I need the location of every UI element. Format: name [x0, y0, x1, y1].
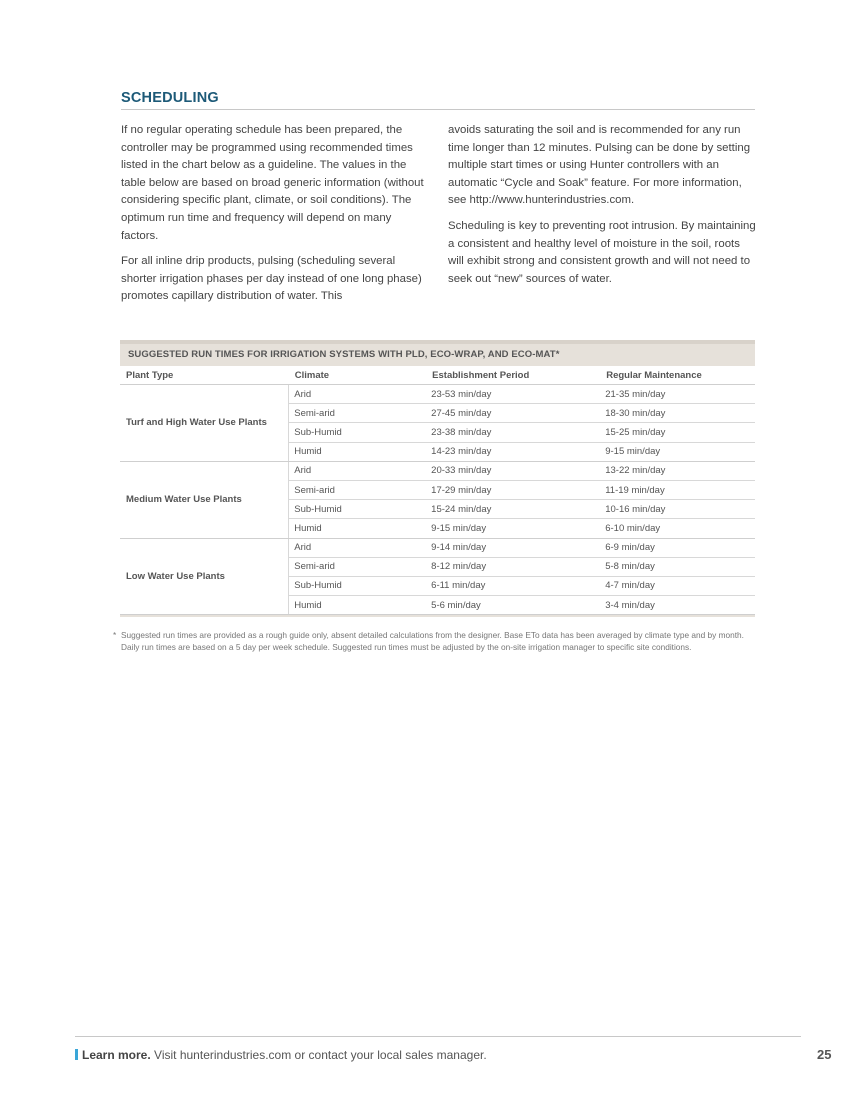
climate-cell: Sub-Humid — [289, 423, 426, 442]
footnote — [113, 629, 753, 653]
footer — [75, 1048, 835, 1062]
header-plant-type: Plant Type — [120, 366, 289, 385]
climate-cell: Semi-arid — [289, 557, 426, 576]
left-column — [121, 122, 429, 314]
table-bottom-rule — [120, 615, 755, 617]
climate-cell: Humid — [289, 596, 426, 615]
maintenance-cell: 21-35 min/day — [600, 385, 755, 404]
establishment-cell: 27-45 min/day — [426, 404, 600, 423]
section-heading: SCHEDULING — [121, 90, 755, 110]
establishment-cell: 15-24 min/day — [426, 500, 600, 519]
maintenance-cell: 9-15 min/day — [600, 442, 755, 461]
climate-cell: Sub-Humid — [289, 500, 426, 519]
establishment-cell: 23-38 min/day — [426, 423, 600, 442]
footnote-marker: * — [113, 630, 117, 640]
learn-more-label: Learn more. — [82, 1048, 151, 1062]
establishment-cell: 17-29 min/day — [426, 480, 600, 499]
header-establishment-period: Establishment Period — [426, 366, 600, 385]
table-title: SUGGESTED RUN TIMES FOR IRRIGATION SYSTEMS WITH PLD, ECO-WRAP, AND ECO-MAT* — [120, 340, 755, 366]
paragraph: For all inline drip products, pulsing (scheduling several shorter irrigation phases per day instead of one long phase) promotes capillary distribution of water. This — [121, 255, 422, 303]
footer-text: Visit hunterindustries.com or contact your local sales manager. — [154, 1048, 487, 1062]
maintenance-cell: 6-9 min/day — [600, 538, 755, 557]
establishment-cell: 6-11 min/day — [426, 576, 600, 595]
maintenance-cell: 13-22 min/day — [600, 461, 755, 480]
climate-cell: Arid — [289, 461, 426, 480]
page-number: 25 — [817, 1047, 832, 1062]
table-header-row — [120, 366, 755, 385]
accent-bar-icon — [75, 1049, 78, 1060]
establishment-cell: 5-6 min/day — [426, 596, 600, 615]
climate-cell: Semi-arid — [289, 404, 426, 423]
maintenance-cell: 3-4 min/day — [600, 596, 755, 615]
table-row — [120, 385, 755, 404]
maintenance-cell: 5-8 min/day — [600, 557, 755, 576]
maintenance-cell: 6-10 min/day — [600, 519, 755, 538]
run-times-table — [120, 340, 755, 617]
paragraph: If no regular operating schedule has been prepared, the controller may be programmed using recommended times listed in the chart below as a guideline. The values in the table below are based on broad generic information (without considering specific plant, climate, or soil conditions). The optimum run time and frequency will depend on many factors. — [121, 124, 424, 242]
header-climate: Climate — [289, 366, 426, 385]
maintenance-cell: 11-19 min/day — [600, 480, 755, 499]
paragraph: avoids saturating the soil and is recommended for any run time longer than 12 minutes. Pulsing can be done by setting multiple start times or using Hunter controllers with an automatic “Cycle and Soak” feature. For more information, see http://www.hunterindustries.com. — [448, 124, 751, 207]
plant-type-cell: Turf and High Water Use Plants — [120, 385, 289, 462]
climate-cell: Semi-arid — [289, 480, 426, 499]
table-row — [120, 461, 755, 480]
maintenance-cell: 4-7 min/day — [600, 576, 755, 595]
paragraph: Scheduling is key to preventing root intrusion. By maintaining a consistent and healthy level of moisture in the soil, roots will exhibit strong and consistent growth and will not need to seek out “new” sources of water. — [448, 219, 756, 285]
plant-type-cell: Low Water Use Plants — [120, 538, 289, 615]
maintenance-cell: 15-25 min/day — [600, 423, 755, 442]
establishment-cell: 23-53 min/day — [426, 385, 600, 404]
right-column — [448, 122, 756, 296]
footer-divider — [75, 1036, 801, 1037]
climate-cell: Humid — [289, 442, 426, 461]
maintenance-cell: 18-30 min/day — [600, 404, 755, 423]
footnote-text: Suggested run times are provided as a rough guide only, absent detailed calculations from the designer. Base ETo data has been averaged by climate type and by month. Daily run times are based on a 5 day per week schedule. Suggested run times must be adjusted by the on-site irrigation manager to specific site conditions. — [121, 630, 744, 653]
climate-cell: Sub-Humid — [289, 576, 426, 595]
establishment-cell: 20-33 min/day — [426, 461, 600, 480]
climate-cell: Arid — [289, 538, 426, 557]
establishment-cell: 14-23 min/day — [426, 442, 600, 461]
maintenance-cell: 10-16 min/day — [600, 500, 755, 519]
establishment-cell: 8-12 min/day — [426, 557, 600, 576]
establishment-cell: 9-14 min/day — [426, 538, 600, 557]
climate-cell: Humid — [289, 519, 426, 538]
climate-cell: Arid — [289, 385, 426, 404]
establishment-cell: 9-15 min/day — [426, 519, 600, 538]
header-regular-maintenance: Regular Maintenance — [600, 366, 755, 385]
plant-type-cell: Medium Water Use Plants — [120, 461, 289, 538]
table-row — [120, 538, 755, 557]
